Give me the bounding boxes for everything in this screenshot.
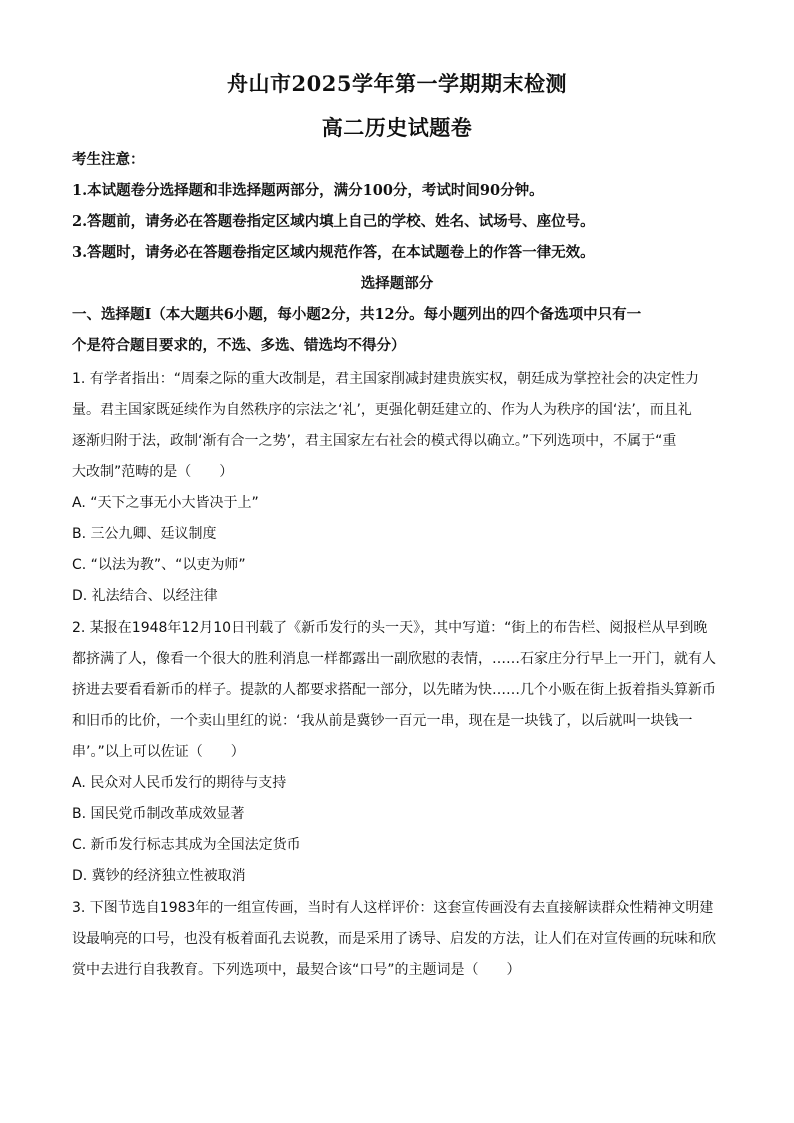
notice-item-3: 3.答题时，请务必在答题卷指定区域内规范作答，在本试题卷上的作答一律无效。 — [72, 244, 595, 261]
q3-stem-line-3: 赏中去进行自我教育。下列选项中，最契合该“口号”的主题词是（ ） — [72, 962, 521, 978]
section-instruction-line-2: 个是符合题目要求的，不选、多选、错选均不得分） — [72, 337, 406, 354]
q2-stem-line-3: 挤进去要看看新币的样子。提款的人都要求搭配一部分，以先睹为快……几个小贩在街上扳着指头算新币 — [72, 682, 716, 698]
section-title: 选择题部分 — [360, 275, 434, 292]
q3-stem-line-1: 3. 下图节选自1983年的一组宣传画，当时有人这样评价：这套宣传画没有去直接解读群众性精神文明建 — [72, 900, 714, 916]
q2-option-d: D. 冀钞的经济独立性被取消 — [72, 868, 246, 884]
q1-stem-line-3: 逐渐归附于法，政制‘渐有合一之势’，君主国家左右社会的模式得以确立。”下列选项中，不属于“重 — [72, 433, 677, 449]
q2-option-b: B. 国民党币制改革成效显著 — [72, 806, 245, 822]
notice-heading: 考生注意： — [72, 151, 145, 168]
q2-stem-line-4: 和旧币的比价，一个卖山里红的说：‘我从前是冀钞一百元一串，现在是一块钱了，以后就叫一块钱一 — [72, 713, 693, 729]
q1-stem-line-4: 大改制”范畴的是（ ） — [72, 464, 234, 480]
q1-option-c: C. “以法为教”、“以吏为师” — [72, 557, 246, 573]
q2-option-a: A. 民众对人民币发行的期待与支持 — [72, 775, 287, 791]
q3-stem-line-2: 设最响亮的口号，也没有板着面孔去说教，而是采用了诱导、启发的方法，让人们在对宣传画的玩味和欣 — [72, 931, 716, 947]
q1-stem-line-1: 1. 有学者指出：“周秦之际的重大改制是，君主国家削减封建贵族实权，朝廷成为掌控社会的决定性力 — [72, 371, 700, 387]
q1-option-b: B. 三公九卿、廷议制度 — [72, 526, 217, 542]
q2-stem-line-2: 都挤满了人，像看一个很大的胜利消息一样都露出一副欣慰的表情，……石家庄分行早上一开门，就有人 — [72, 651, 716, 667]
q1-option-d: D. 礼法结合、以经注律 — [72, 588, 218, 604]
q2-option-c: C. 新币发行标志其成为全国法定货币 — [72, 837, 301, 853]
notice-item-2: 2.答题前，请务必在答题卷指定区域内填上自己的学校、姓名、试场号、座位号。 — [72, 213, 595, 230]
q1-option-a: A. “天下之事无小大皆决于上” — [72, 495, 259, 511]
q1-stem-line-2: 量。君主国家既延续作为自然秩序的宗法之‘礼’，更强化朝廷建立的、作为人为秩序的国‘法’，而且礼 — [72, 402, 692, 418]
q2-stem-line-1: 2. 某报在1948年12月10日刊载了《新币发行的头一天》，其中写道：“街上的布告栏、阅报栏从早到晚 — [72, 620, 708, 636]
notice-item-1: 1.本试题卷分选择题和非选择题两部分，满分100分，考试时间90分钟。 — [72, 182, 544, 199]
q2-stem-line-5: 串’。”以上可以佐证（ ） — [72, 744, 245, 760]
exam-subtitle: 高二历史试题卷 — [321, 115, 473, 140]
exam-title: 舟山市2025学年第一学期期末检测 — [227, 71, 567, 96]
section-instruction-line-1: 一、选择题Ⅰ（本大题共6小题，每小题2分，共12分。每小题列出的四个备选项中只有一 — [72, 306, 642, 323]
